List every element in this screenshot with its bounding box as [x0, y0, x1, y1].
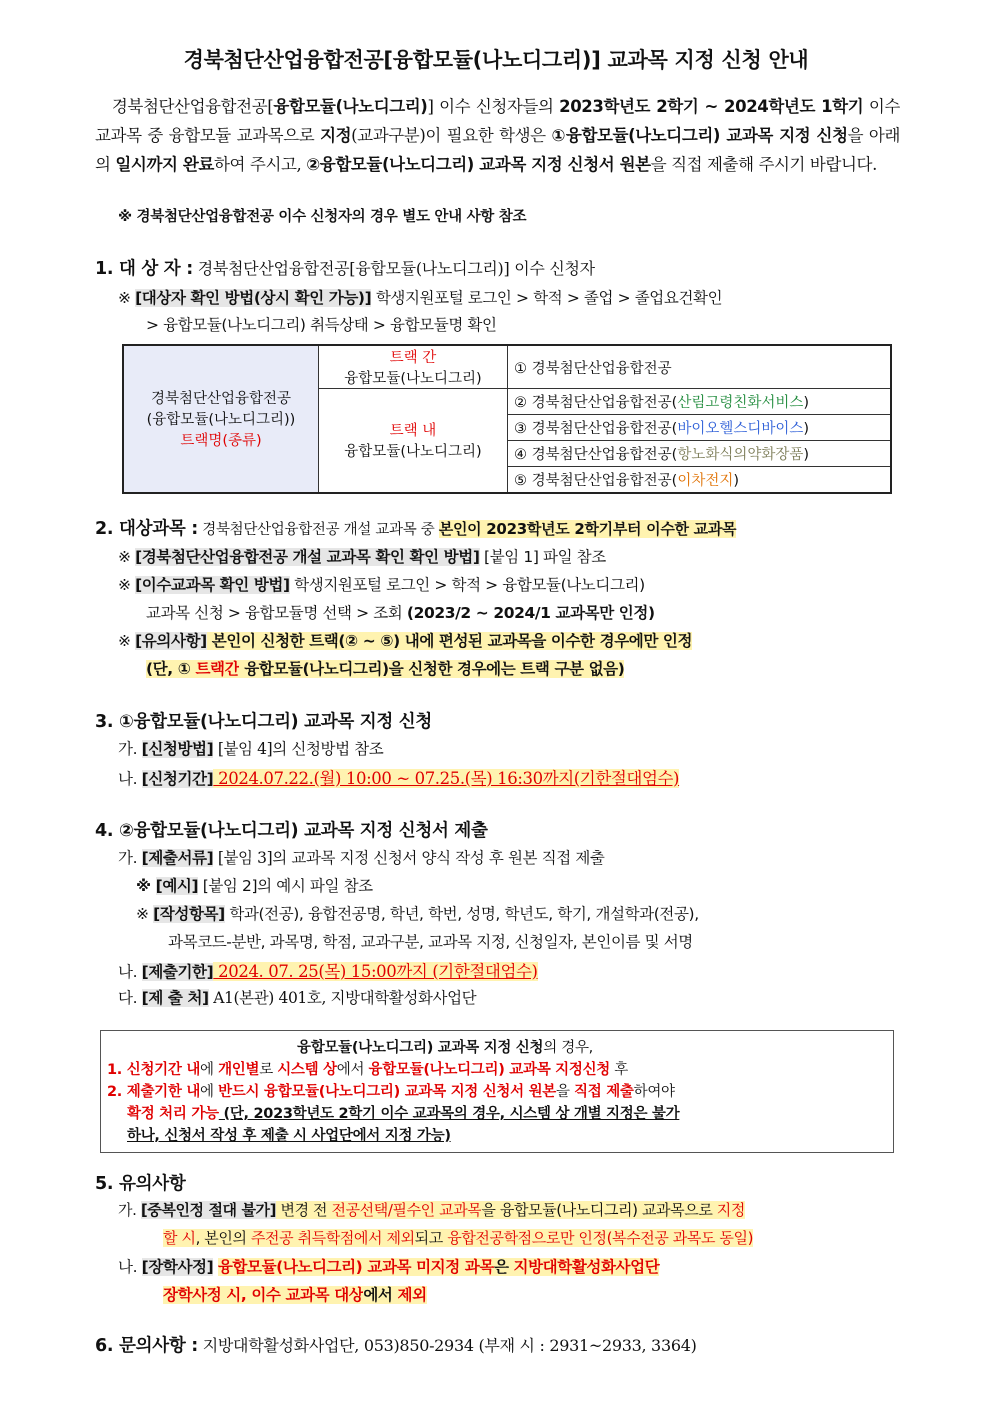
text: 융합모듈(나노디그리) 교과목 지정신청 — [368, 1062, 610, 1078]
notice-line-3 — [127, 1103, 679, 1126]
s5-line-2 — [163, 1227, 753, 1248]
section-text: 경북첨단산업융합전공[융합모듈(나노디그리)] 이수 신청자 — [192, 259, 595, 278]
text: 에서 — [336, 1062, 369, 1078]
text: 반드시 융합모듈(나노디그리) 교과목 지정 신청서 원본 — [218, 1084, 557, 1100]
text: , 본인의 — [195, 1229, 251, 1247]
bullet: ※ — [136, 905, 154, 923]
text: 을 융합모듈(나노디그리) 교과목으로 — [481, 1201, 717, 1219]
s2-line-1 — [118, 545, 606, 567]
text: 지방대학활성화사업단 — [513, 1258, 660, 1276]
text: 나. — [118, 963, 142, 981]
label: [신청방법] — [141, 740, 214, 758]
s2-line-4 — [118, 629, 692, 651]
bullet: ※ — [118, 632, 136, 650]
bullet: ※ — [136, 877, 156, 895]
text: 을 — [556, 1084, 575, 1100]
notice-box — [100, 1030, 894, 1153]
label: [제출기한] — [141, 963, 214, 981]
text: [붙임 1] 파일 참조 — [479, 548, 606, 566]
cell-text: 융합모듈(나노디그리) — [344, 371, 482, 387]
track-row-2 — [508, 389, 892, 415]
document-title: 경북첨단산업융합전공[융합모듈(나노디그리)] 교과목 지정 신청 안내 — [183, 48, 809, 72]
text: 후 — [610, 1062, 629, 1078]
section-label: 6. 문의사항 : — [95, 1336, 198, 1356]
label: [예시] — [155, 877, 199, 895]
section-label: 1. 대 상 자 : — [95, 259, 193, 279]
text: 변경 전 — [276, 1201, 332, 1219]
section-label: 2. 대상과목 : — [95, 519, 198, 539]
text: (단, 2023학년도 2학기 이수 교과목의 경우, 시스템 상 개별 지정은 불가 — [218, 1106, 680, 1122]
section-5-heading: 5. 유의사항 — [95, 1174, 186, 1194]
text: 다. — [118, 989, 142, 1007]
text: 융합전공학점으로만 인정(복수전공 과목도 동일) — [447, 1229, 754, 1247]
s2-line-5 — [146, 657, 624, 679]
text: 교과목 신청 > 융합모듈명 선택 > 조회 — [146, 604, 407, 622]
section-2-heading — [95, 515, 736, 540]
s1-line-1 — [118, 286, 722, 308]
s5-line-1 — [118, 1199, 745, 1220]
label: [유의사항] — [135, 632, 207, 650]
cell-text: ③ 경북첨단산업융합전공( — [514, 421, 678, 437]
s4-line-1 — [118, 846, 604, 868]
cell-text: 바이오헬스디바이스 — [677, 421, 804, 437]
cell-text: 융합모듈(나노디그리) — [344, 444, 482, 461]
within-track-cell — [319, 389, 508, 493]
text: 융합모듈(나노디그리)을 신청한 경우에는 트랙 구분 없음) — [239, 660, 625, 678]
text: [붙임 4]의 신청방법 참조 — [213, 740, 384, 758]
cell-text: 항노화식의약화장품 — [677, 447, 804, 463]
intro-text: 경북첨단산업융합전공[ — [111, 97, 274, 116]
cell-text: ) — [803, 447, 810, 463]
intro-text: 을 아래의 — [95, 126, 901, 174]
s4-line-3 — [136, 902, 699, 924]
intro-text: 일시까지 완료 — [115, 155, 214, 174]
label: [작성항목] — [153, 905, 225, 923]
cell-text: 트랙 내 — [389, 423, 437, 440]
text: 2. 제출기한 내 — [107, 1084, 201, 1100]
text: 은 — [493, 1258, 514, 1276]
label: [대상자 확인 방법(상시 확인 가능)] — [135, 289, 372, 307]
text: 본인이 신청한 트랙(② ~ ⑤) 내에 편성된 교과목을 이수한 경우에만 인정 — [206, 632, 693, 650]
text: 전공선택/필수인 교과목 — [331, 1201, 482, 1219]
label: [경북첨단산업융합전공 개설 교과목 확인 확인 방법] — [135, 548, 480, 566]
cell-text: ) — [803, 395, 810, 411]
cell-text: ② 경북첨단산업융합전공( — [514, 395, 678, 411]
text: 되고 — [414, 1229, 448, 1247]
section-4-heading: 4. ②융합모듈(나노디그리) 교과목 지정 신청서 제출 — [95, 821, 488, 841]
text: 제외 — [397, 1286, 427, 1304]
notice-title — [297, 1037, 593, 1060]
label: [중복인정 절대 불가] — [140, 1201, 277, 1219]
text: 하여야 — [633, 1084, 675, 1100]
track-row-3 — [508, 415, 892, 441]
text: 장학사정 시, 이수 교과목 대상 — [163, 1286, 364, 1304]
cell-text: ) — [803, 421, 810, 437]
bullet: ※ — [118, 548, 136, 566]
section-text: 경북첨단산업융합전공 개설 교과목 중 — [197, 522, 439, 538]
intro-text: ①융합모듈(나노디그리) 교과목 지정 신청 — [551, 126, 848, 145]
text: 시스템 상 — [277, 1062, 337, 1078]
text: 확정 처리 가능 — [127, 1106, 219, 1122]
text: 학과(전공), 융합전공명, 학년, 학번, 성명, 학년도, 학기, 개설학과(전공), — [224, 905, 699, 923]
text: 2024. 07. 25(목) 15:00까지 (기한절대엄수) — [213, 962, 538, 981]
intro-text: 을 직접 제출해 주시기 바랍니다. — [650, 155, 877, 174]
text: (단, ① — [146, 660, 196, 678]
label: [장학사정] — [141, 1258, 214, 1276]
text: 1. 신청기간 내 — [107, 1062, 201, 1078]
cell-text: 트랙명(종류) — [180, 433, 262, 450]
bullet: ※ — [118, 289, 136, 307]
between-track-cell — [319, 345, 508, 389]
cell-text: ⑤ 경북첨단산업융합전공( — [514, 472, 678, 489]
intro-text: ②융합모듈(나노디그리) 교과목 지정 신청서 원본 — [306, 155, 651, 174]
label: [제출서류] — [141, 849, 214, 867]
cell-text: 트랙 간 — [389, 350, 437, 366]
text: 나. — [118, 770, 142, 788]
intro-text: 지정 — [320, 126, 352, 145]
text: [붙임 2]의 예시 파일 참조 — [198, 877, 373, 895]
notice-line-4: 하나, 신청서 작성 후 제출 시 사업단에서 지정 가능) — [127, 1128, 451, 1144]
section-1-heading — [95, 255, 595, 280]
notice-line-2 — [107, 1081, 675, 1104]
s1-line-2: > 융합모듈(나노디그리) 취득상태 > 융합모듈명 확인 — [146, 316, 497, 334]
track-table-left-cell — [123, 345, 319, 493]
text: 가. — [118, 849, 142, 867]
intro-text: (교과구분)이 필요한 학생은 — [351, 126, 552, 145]
text: 에서 — [363, 1286, 398, 1304]
section-text: 지방대학활성화사업단, 053)850-2934 (부재 시 : 2931~2933, 3364) — [197, 1336, 697, 1355]
s2-line-3 — [146, 601, 655, 623]
text: 에 — [200, 1062, 219, 1078]
text: 나. — [118, 1258, 142, 1276]
text: 로 — [259, 1062, 278, 1078]
text: 개인별 — [218, 1062, 260, 1078]
text: A1(본관) 401호, 지방대학활성화사업단 — [208, 989, 477, 1007]
s4-line-6 — [118, 986, 476, 1008]
cell-text: 경북첨단산업융합전공 — [150, 391, 292, 408]
track-row-5 — [508, 467, 892, 493]
text: 융합모듈(나노디그리) 교과목 지정 신청 — [297, 1040, 544, 1056]
cell-text: ④ 경북첨단산업융합전공( — [514, 447, 678, 463]
label: [이수교과목 확인 방법] — [135, 576, 290, 594]
text: 학생지원포털 로그인 > 학적 > 융합모듈(나노디그리) — [289, 576, 645, 594]
intro-paragraph — [95, 92, 900, 179]
text: [붙임 3]의 교과목 지정 신청서 양식 작성 후 원본 직접 제출 — [213, 849, 605, 867]
cell-text: 산림고령친화서비스 — [677, 395, 804, 411]
s5-line-4 — [163, 1283, 427, 1305]
text: 에 — [200, 1084, 219, 1100]
intro-text: 이수 교과목 중 융합모듈 교과목으로 — [95, 97, 900, 145]
section-6-heading — [95, 1332, 697, 1357]
cell-text: (융합모듈(나노디그리)) — [146, 412, 296, 429]
text: 가. — [118, 1201, 141, 1219]
section-3-heading: 3. ①융합모듈(나노디그리) 교과목 지정 신청 — [95, 712, 432, 732]
bullet: ※ — [118, 576, 136, 594]
text: 직접 제출 — [574, 1084, 634, 1100]
cell-text: ) — [733, 472, 740, 489]
intro-text: 융합모듈(나노디그리) — [273, 97, 428, 116]
s5-line-3 — [118, 1255, 659, 1277]
intro-text: ] 이수 신청자들의 — [427, 97, 560, 116]
s3-line-2 — [118, 765, 679, 789]
track-row-1: ① 경북첨단산업융합전공 — [508, 345, 892, 389]
s3-line-1 — [118, 737, 383, 759]
s2-line-2 — [118, 573, 645, 595]
text: 2024.07.22.(월) 10:00 ~ 07.25.(목) 16:30까지(기한절대엄수) — [213, 769, 680, 788]
text: 트랙간 — [195, 660, 240, 678]
text: 지정 — [716, 1201, 745, 1219]
text: 학생지원포털 로그인 > 학적 > 졸업 > 졸업요건확인 — [371, 289, 723, 307]
intro-text: 2023학년도 2학기 ~ 2024학년도 1학기 — [559, 97, 864, 116]
s4-line-4: 과목코드-분반, 과목명, 학점, 교과구분, 교과목 지정, 신청일자, 본인이름 및 서명 — [168, 933, 693, 951]
text: 주전공 취득학점에서 제외 — [250, 1229, 415, 1247]
text: (2023/2 ~ 2024/1 교과목만 인정) — [406, 604, 655, 622]
cell-text: 이차전지 — [677, 472, 734, 489]
label: [신청기간] — [141, 770, 214, 788]
intro-text: 하여 주시고, — [213, 155, 307, 174]
track-table — [122, 344, 892, 494]
section-highlight: 본인이 2023학년도 2학기부터 이수한 교과목 — [438, 520, 737, 538]
s4-line-5 — [118, 958, 538, 982]
text: 가. — [118, 740, 142, 758]
intro-note: ※ 경북첨단산업융합전공 이수 신청자의 경우 별도 안내 사항 참조 — [118, 209, 527, 225]
text: 의 경우, — [543, 1040, 593, 1056]
text: 융합모듈(나노디그리) 교과목 미지정 과목 — [217, 1258, 494, 1276]
notice-line-1 — [107, 1059, 628, 1082]
label: [제 출 처] — [141, 989, 209, 1007]
text: 할 시 — [163, 1229, 196, 1247]
s4-line-2 — [136, 874, 373, 896]
track-row-4 — [508, 441, 892, 467]
